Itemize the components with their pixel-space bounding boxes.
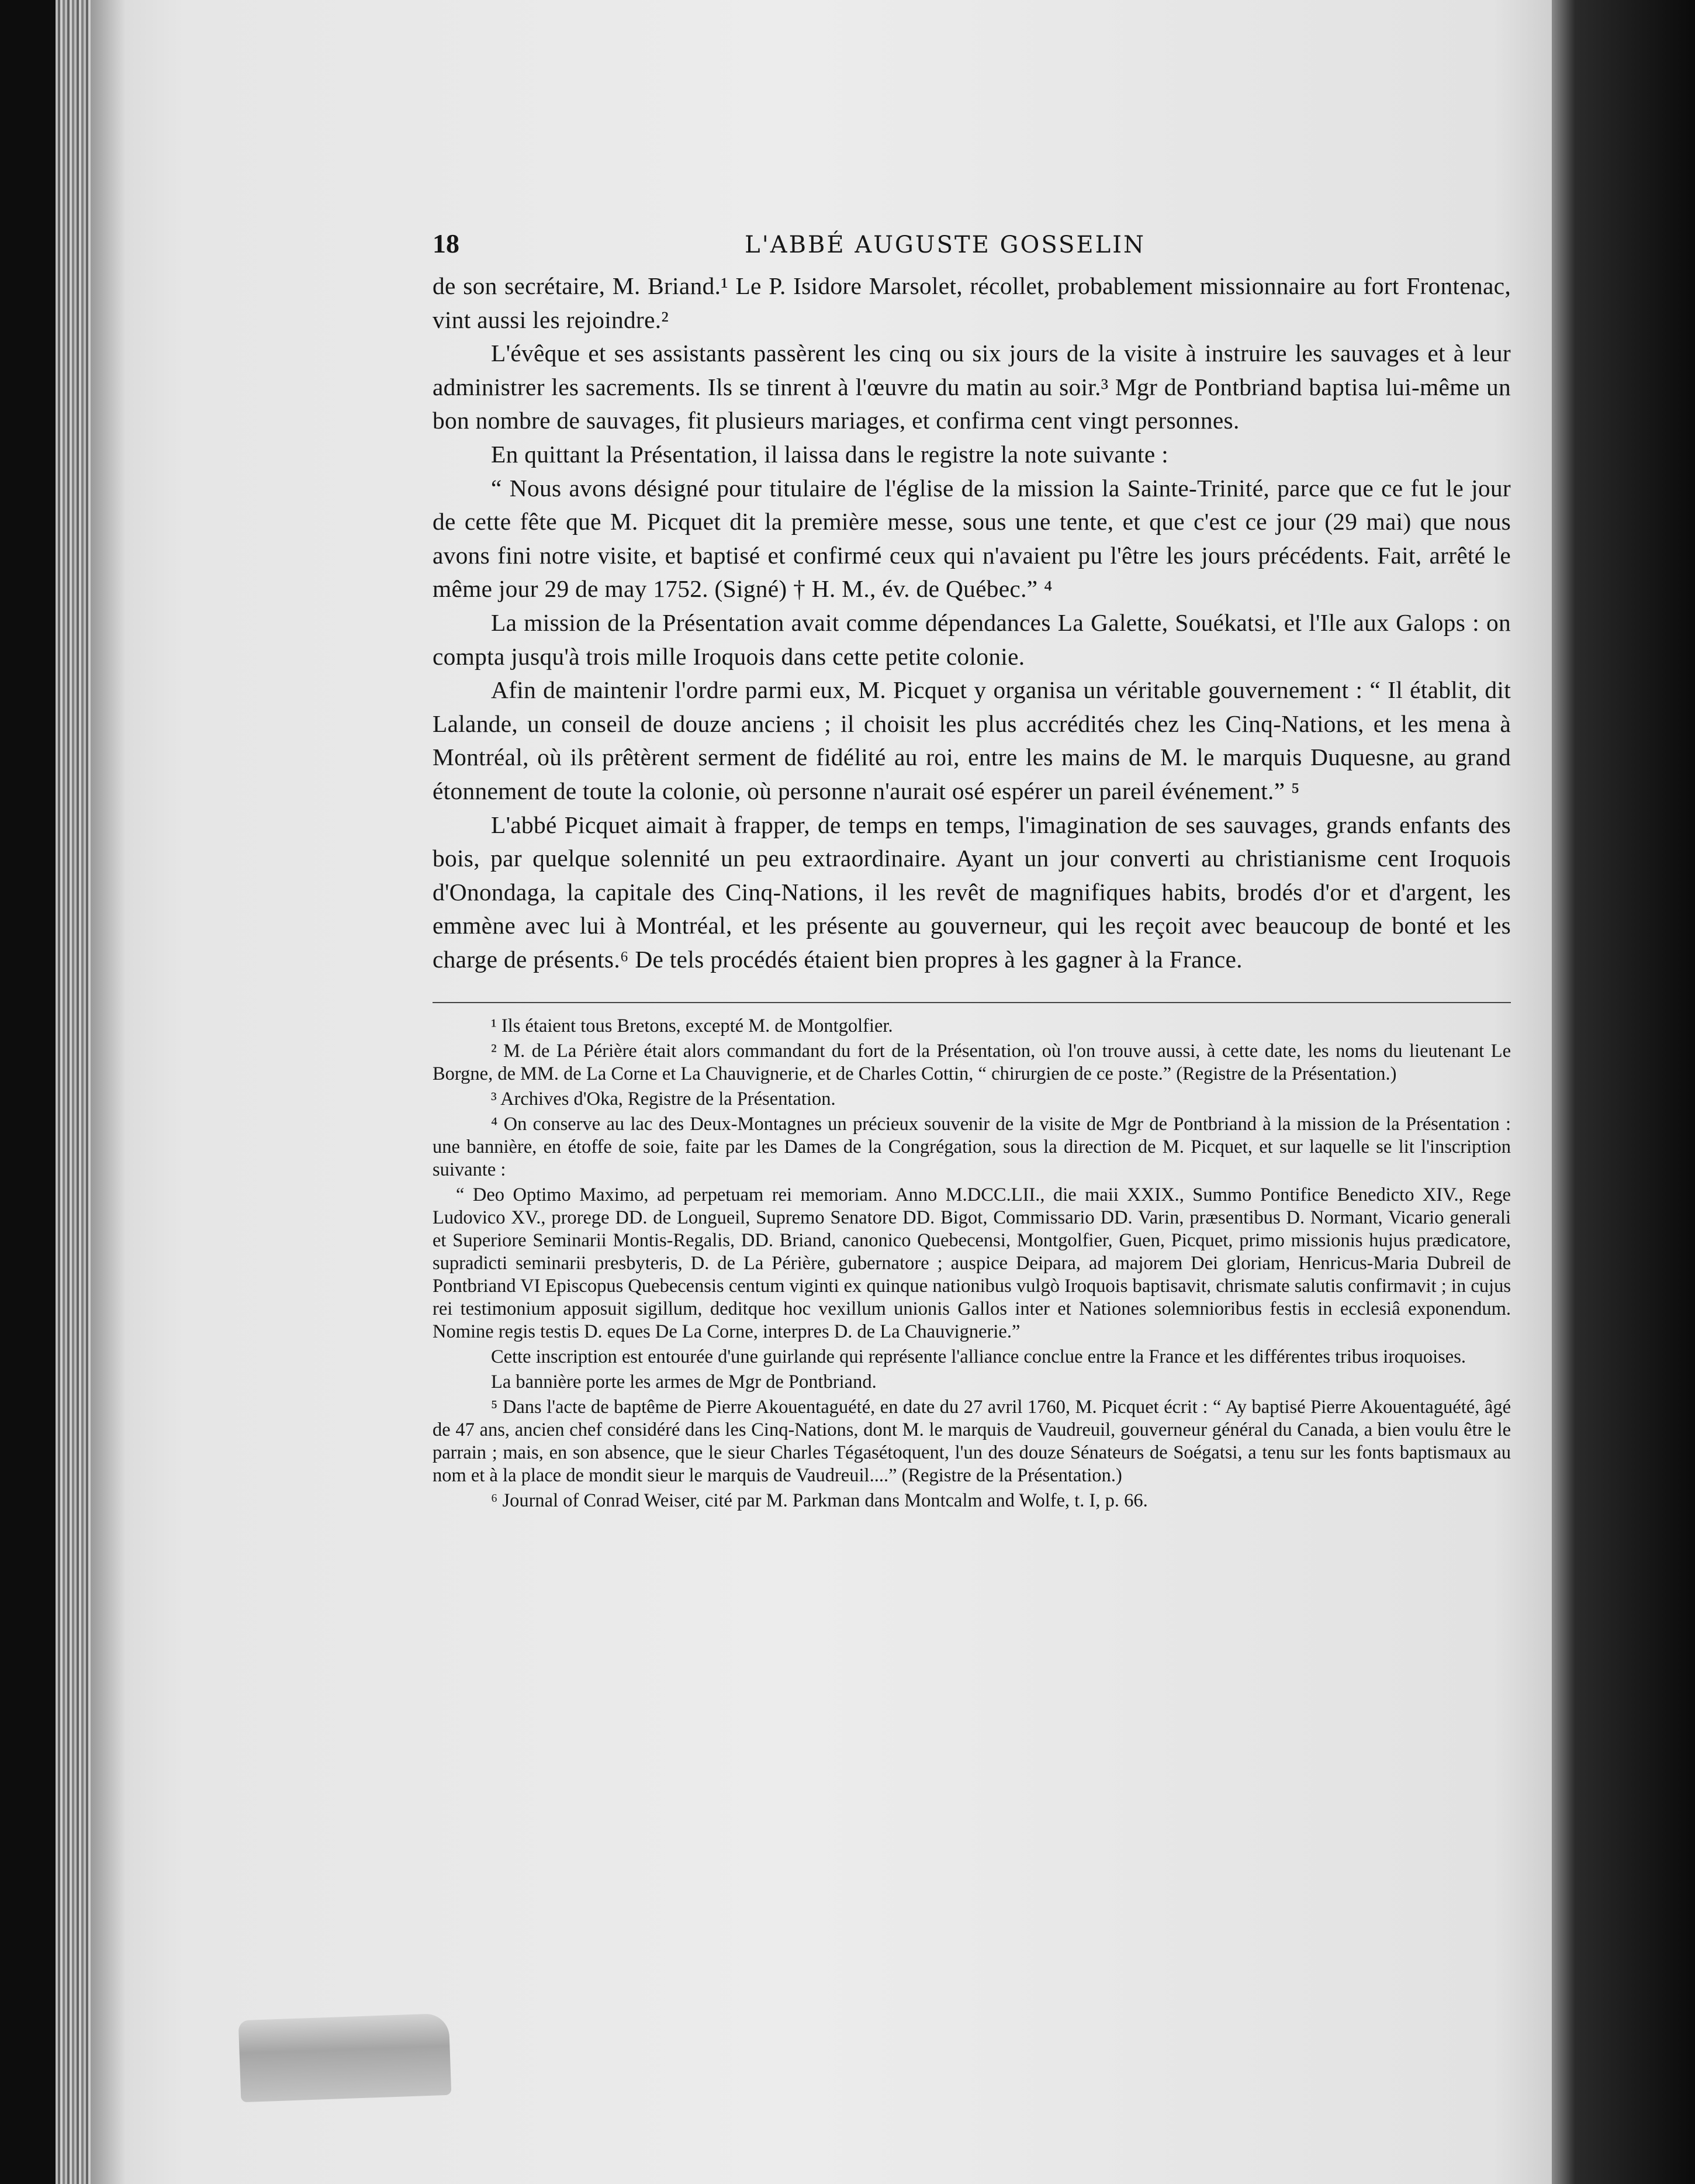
body-paragraph: de son secrétaire, M. Briand.¹ Le P. Isidore Marsolet, récollet, probablement missionnaire au fort Frontenac, vint aussi les rejoindre.² [433,272,1511,333]
body-paragraph: “ Nous avons désigné pour titulaire de l'église de la mission la Sainte-Trinité, parce que ce fut le jour de cette fête que M. Picquet dit la première messe, sous une tente, et que c'est ce jour (29 mai) que nous avons fini notre visite, et baptisé et confirmé ceux qui n'avaient pu l'être les jours précédents. Fait, arrêté le même jour 29 de may 1752. (Signé) † H. M., év. de Québec.” ⁴ [433,474,1511,603]
book-page-edges [56,0,91,2184]
footnote-continuation: Cette inscription est entourée d'une guirlande qui représente l'alliance conclue entre la France et les différentes tribus iroquoises. [491,1346,1466,1368]
body-paragraph: Afin de maintenir l'ordre parmi eux, M. Picquet y organisa un véritable gouvernement : “ Il établit, dit Lalande, un conseil de douze anciens ; il choisit les plus accrédités chez les Cinq-Nations, et les mena à Montréal, où ils prêtèrent serment de fidélité au roi, entre les mains de M. le marquis Duquesne, au grand étonnement de toute la colonie, où personne n'aurait osé espérer un pareil événement.” ⁵ [433,676,1511,804]
page-clip [238,2013,452,2102]
footnote: ² M. de La Périère était alors commandant du fort de la Présentation, où l'on trouve aussi, à cette date, les noms du lieutenant Le Borgne, de MM. de La Corne et La Chauvignerie, et de Charles Cottin, “ chirurgien de ce poste.” (Registre de la Présentation.) [433,1041,1511,1085]
body-text [433,269,1511,976]
page-number: 18 [433,229,459,258]
body-paragraph: L'abbé Picquet aimait à frapper, de temps en temps, l'imagination de ses sauvages, grands enfants des bois, par quelque solennité un peu extraordinaire. Ayant un jour converti au christianisme cent Iroquois d'Onondaga, la capitale des Cinq-Nations, il les revêt de magnifiques habits, brodés d'or et d'argent, les emmène avec lui à Montréal, et les présente au gouverneur, qui les reçoit avec beaucoup de bonté et les charge de présents.⁶ De tels procédés étaient bien propres à les gagner à la France. [433,811,1511,973]
footnotes [433,1015,1511,1512]
footnote: ¹ Ils étaient tous Bretons, excepté M. de Montgolfier. [491,1015,893,1037]
body-paragraph: L'évêque et ses assistants passèrent les cinq ou six jours de la visite à instruire les sauvages et à leur administrer les sacrements. Ils se tinrent à l'œuvre du matin au soir.³ Mgr de Pontbriand baptisa lui-même un bon nombre de sauvages, fit plusieurs mariages, et confirma cent vingt personnes. [433,340,1511,434]
body-paragraph: La mission de la Présentation avait comme dépendances La Galette, Souékatsi, et l'Ile aux Galops : on compta jusqu'à trois mille Iroquois dans cette petite colonie. [433,609,1511,670]
footnote: ⁵ Dans l'acte de baptême de Pierre Akouentaguété, en date du 27 avril 1760, M. Picquet écrit : “ Ay baptisé Pierre Akouentaguété, âgé de 47 ans, ancien chef considéré dans les Cinq-Nations, dont M. le marquis de Vaudreuil, gouverneur général du Canada, a bien voulu être le parrain ; mais, en son absence, que le sieur Charles Tégasétoquent, l'un des douze Sénateurs de Soégatsi, a tenu sur les fonts baptismaux au nom et à la place de mondit sieur le marquis de Vaudreuil....” (Registre de la Présentation.) [433,1397,1511,1487]
page-content [433,228,1511,1515]
footnote-divider [433,1002,1511,1003]
footnote: ⁶ Journal of Conrad Weiser, cité par M. Parkman dans Montcalm and Wolfe, t. I, p. 66. [491,1490,1148,1512]
footnote: ⁴ On conserve au lac des Deux-Montagnes un précieux souvenir de la visite de Mgr de Pontbriand à la mission de la Présentation : une bannière, en étoffe de soie, faite par les Dames de la Congrégation, sous la direction de M. Picquet, et sur laquelle se lit l'inscription suivante : [433,1114,1511,1181]
footnote-inscription: “ Deo Optimo Maximo, ad perpetuam rei memoriam. Anno M.DCC.LII., die maii XXIX., Summo Pontifice Benedicto XIV., Rege Ludovico XV., prorege DD. de Longueil, Supremo Senatore DD. Bigot, Commissario DD. Varin, præsentibus D. Normant, Vicario generali et Superiore Seminarii Montis-Regalis, DD. Briand, canonico Quebecensi, Montgolfier, Guen, Picquet, primo missionis hujus prædicatore, supradicti seminarii presbyteris, D. de La Périère, gubernatore ; auspice Deipara, ad majorem Dei gloriam, Henricus-Maria Dubreil de Pontbriand VI Episcopus Quebecensis centum viginti ex quinque nationibus vulgò Iroquois baptisavit, chrismate salutis confirmavit ; in cujus rei testimonium apposuit sigillum, deditque hoc vexillum unionis Gallos inter et Nationes solemnioribus festis in ecclesiâ exponendum. Nomine regis testis D. eques De La Corne, interpres D. de La Chauvignerie.” [433,1184,1511,1343]
footnote-continuation: La bannière porte les armes de Mgr de Pontbriand. [491,1371,877,1393]
footnote: ³ Archives d'Oka, Registre de la Présentation. [491,1088,836,1110]
gutter-shadow [1552,0,1695,2184]
body-paragraph: En quittant la Présentation, il laissa dans le registre la note suivante : [491,440,1169,468]
running-head [433,228,1146,259]
running-title: L'ABBÉ AUGUSTE GOSSELIN [745,231,1146,258]
